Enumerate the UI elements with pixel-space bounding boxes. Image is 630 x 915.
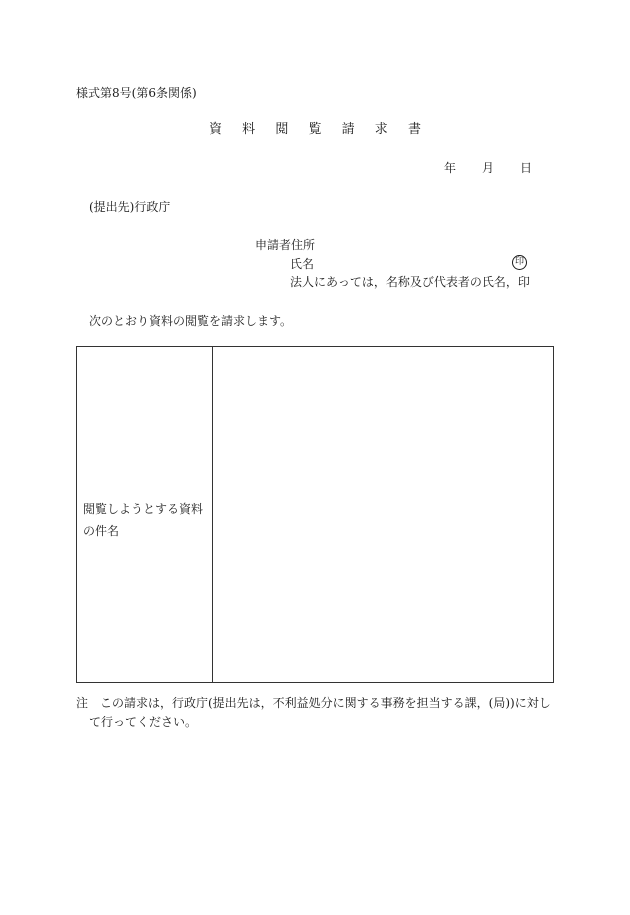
seal-mark: 印	[512, 255, 527, 270]
corporate-note: 法人にあっては，名称及び代表者の氏名，印	[290, 275, 530, 289]
date-day-label: 日	[520, 161, 533, 175]
title-char: 請	[341, 122, 355, 137]
title-char: 書	[407, 122, 421, 137]
subject-label-line-2: の件名	[83, 524, 120, 538]
form-number: 様式第8号(第6条関係)	[76, 86, 197, 100]
title-char: 覧	[308, 122, 322, 137]
date-line	[444, 162, 532, 174]
subject-label-line-1: 閲覧しようとする資料	[83, 502, 204, 516]
title-char: 求	[374, 122, 388, 137]
subject-value-cell[interactable]	[213, 347, 553, 682]
request-table	[76, 346, 554, 683]
document-title	[0, 123, 630, 136]
subject-label-cell	[77, 347, 212, 682]
title-char: 資	[209, 122, 223, 137]
request-statement: 次のとおり資料の閲覧を請求します。	[89, 314, 293, 328]
title-char: 料	[242, 122, 256, 137]
note-line-1: この請求は，行政庁(提出先は，不利益処分に関する事務を担当する課，(局))に対し	[100, 696, 551, 710]
date-year-label: 年	[444, 161, 457, 175]
recipient: (提出先)行政庁	[89, 200, 171, 214]
title-char: 閲	[275, 122, 289, 137]
applicant-name-label: 氏名	[290, 257, 315, 271]
note-line-2: て行ってください。	[89, 715, 198, 729]
applicant-address-label: 申請者住所	[255, 238, 316, 252]
date-month-label: 月	[482, 161, 495, 175]
note-label: 注	[76, 696, 89, 710]
